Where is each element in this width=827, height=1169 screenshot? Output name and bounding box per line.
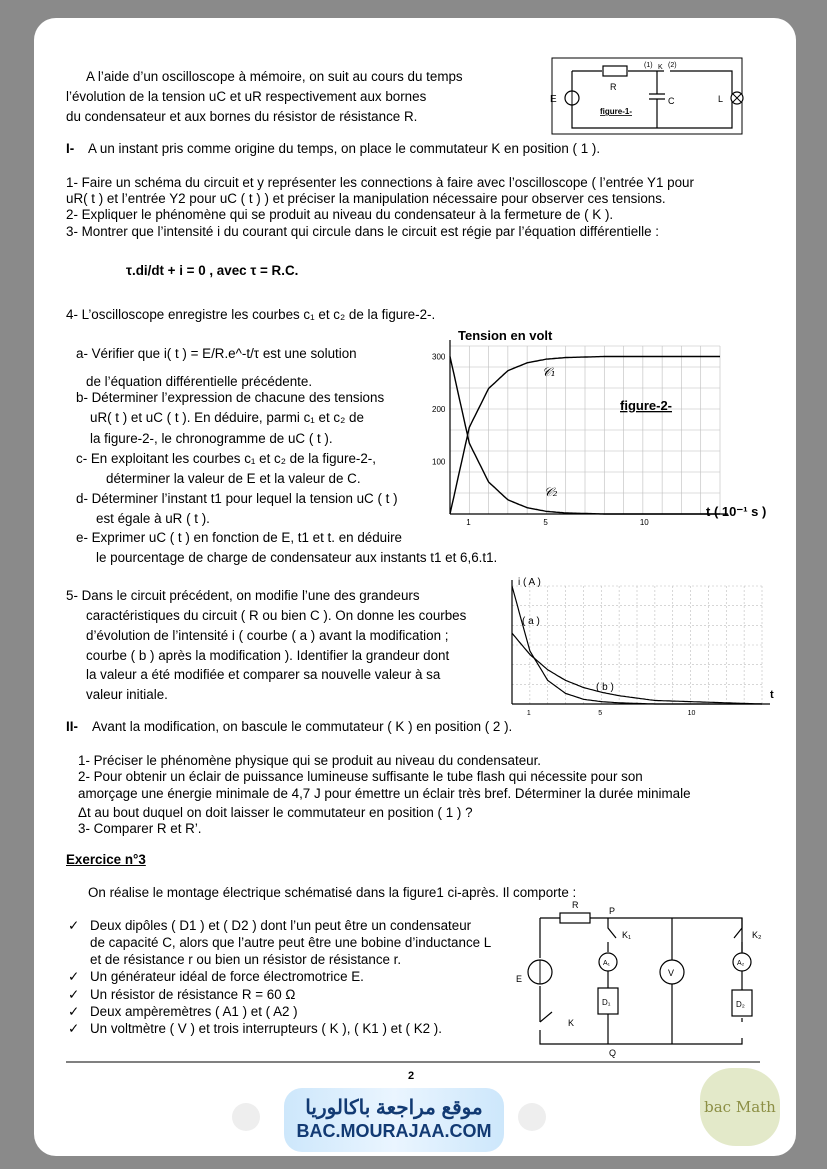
- x-tick-label: 10: [687, 710, 696, 717]
- q1-line-2: uR( t ) et l’entrée Y2 pour uC ( t ) ) et préciser la manipulation nécessaire pour observer ces tensions.: [66, 191, 666, 206]
- svg-text:E: E: [550, 94, 557, 105]
- part1-text: A un instant pris comme origine du temps, on place le commutateur K en position ( 1 ).: [88, 141, 601, 156]
- footer-rule: [66, 1060, 760, 1064]
- site-url[interactable]: BAC.MOURAJAA.COM: [296, 1121, 492, 1141]
- q5-line-6: valeur initiale.: [86, 687, 168, 702]
- part2-text: Avant la modification, on bascule le commutateur ( K ) en position ( 2 ).: [92, 719, 513, 734]
- p2-q2-line-3: Δt au bout duquel on doit laisser le commutateur en position ( 1 ) ?: [78, 805, 473, 820]
- item-5: Un voltmètre ( V ) et trois interrupteurs ( K ), ( K1 ) et ( K2 ).: [90, 1021, 442, 1036]
- bac-math-logo: bac Math: [700, 1068, 780, 1146]
- item-1-line-3: et de résistance r ou bien un résistor de résistance r.: [90, 952, 402, 967]
- right-logo-icon: [518, 1103, 546, 1131]
- q4a-line-2: de l’équation différentielle précédente.: [86, 374, 313, 389]
- svg-text:D₂: D₂: [736, 1000, 745, 1009]
- q3: 3- Montrer que l’intensité i du courant qui circule dans le circuit est régie par l’équation différentielle :: [66, 224, 659, 239]
- q1-line-1: 1- Faire un schéma du circuit et y représenter les connections à faire avec l’oscilloscope ( l’entrée Y1 pour: [66, 175, 694, 190]
- check-icon: ✓: [68, 987, 80, 1002]
- q4: 4- L’oscilloscope enregistre les courbes c₁ et c₂ de la figure-2-.: [66, 307, 436, 322]
- svg-text:K: K: [568, 1018, 575, 1028]
- x-tick-label: 1: [526, 710, 531, 717]
- part1-head: I-: [66, 141, 75, 156]
- p2-q2-line-1: 2- Pour obtenir un éclair de puissance lumineuse suffisante le tube flash qui nécessite pour son: [78, 769, 643, 784]
- item-1-line-2: de capacité C, alors que l’autre peut être une bobine d’inductance L: [90, 935, 492, 950]
- x-tick-label: 5: [598, 710, 603, 717]
- left-logo-icon: [232, 1103, 260, 1131]
- exercise-3-intro: On réalise le montage électrique schématisé dans la figure1 ci-après. Il comporte :: [88, 885, 577, 900]
- q5-line-3: d’évolution de l’intensité i ( courbe ( a ) avant la modification ;: [86, 628, 449, 643]
- svg-text:A₂: A₂: [737, 960, 745, 967]
- q4c-line-1: c- En exploitant les courbes c₁ et c₂ de la figure-2-,: [76, 451, 376, 466]
- figure-2-chart: [426, 326, 776, 542]
- check-icon: ✓: [68, 969, 80, 984]
- y-tick-label: 200: [432, 405, 446, 414]
- svg-text:(1): (1): [644, 62, 653, 69]
- x-tick-label: 5: [543, 518, 548, 527]
- item-4: Deux ampèremètres ( A1 ) et ( A2 ): [90, 1004, 298, 1019]
- chart1-xlabel: t ( 10⁻¹ s ): [706, 504, 767, 519]
- chart2-xlabel: t: [770, 689, 774, 701]
- svg-text:Q: Q: [609, 1048, 617, 1058]
- chart1-label-c2: 𝒞₂: [544, 485, 558, 499]
- svg-text:P: P: [609, 906, 616, 916]
- circuit-figure-1: [552, 58, 742, 134]
- svg-text:V: V: [668, 968, 675, 978]
- chart2-label-a: ( a ): [522, 616, 540, 627]
- q4e-line-2: le pourcentage de charge de condensateur aux instants t1 et 6,6.t1.: [96, 550, 498, 565]
- q4b-line-2: uR( t ) et uC ( t ). En déduire, parmi c₁ et c₂ de: [90, 410, 364, 425]
- svg-text:A₁: A₁: [603, 960, 611, 967]
- circuit-figure-exercise-3: [512, 898, 776, 1058]
- item-3: Un résistor de résistance R = 60 Ω: [90, 987, 296, 1002]
- q4b-line-3: la figure-2-, le chronogramme de uC ( t ).: [90, 431, 333, 446]
- svg-text:R: R: [572, 900, 579, 910]
- svg-text:E: E: [516, 974, 523, 984]
- page-number: 2: [408, 1070, 415, 1082]
- q4c-line-2: déterminer la valeur de E et la valeur de C.: [106, 471, 361, 486]
- q5-line-1: 5- Dans le circuit précédent, on modifie l’une des grandeurs: [66, 588, 420, 603]
- item-2: Un générateur idéal de force électromotrice E.: [90, 969, 364, 984]
- chart2-ylabel: i ( A ): [518, 577, 541, 588]
- site-name-arabic: موقع مراجعة باكالوريا: [305, 1097, 483, 1119]
- p2-q2-line-2: amorçage une énergie minimale de 4,7 J pour émettre un éclair très bref. Déterminer la durée minimale: [78, 786, 691, 801]
- item-1-line-1: Deux dipôles ( D1 ) et ( D2 ) dont l’un peut être un condensateur: [90, 918, 472, 933]
- svg-text:K₂: K₂: [752, 930, 762, 940]
- check-icon: ✓: [68, 1021, 80, 1036]
- intro-line-1: A l’aide d’un oscilloscope à mémoire, on suit au cours du temps: [86, 69, 463, 84]
- q5-line-2: caractéristiques du circuit ( R ou bien C ). On donne les courbes: [86, 608, 467, 623]
- svg-text:R: R: [610, 82, 617, 92]
- chart1-label-c1: 𝒞₁: [542, 365, 556, 379]
- site-banner[interactable]: [284, 1088, 504, 1152]
- x-tick-label: 10: [639, 518, 649, 527]
- q2: 2- Expliquer le phénomène qui se produit au niveau du condensateur à la fermeture de ( K ).: [66, 207, 614, 222]
- q4a-line-1: a- Vérifier que i( t ) = E/R.e^-t/τ est une solution: [76, 346, 357, 361]
- y-tick-label: 300: [432, 352, 446, 362]
- differential-equation: τ.di/dt + i = 0 , avec τ = R.C.: [126, 263, 299, 278]
- svg-text:K₁: K₁: [622, 930, 632, 940]
- q4e-line-1: e- Exprimer uC ( t ) en fonction de E, t1 et t. en déduire: [76, 530, 402, 545]
- svg-text:figure-1-: figure-1-: [600, 107, 632, 116]
- q5-line-5: la valeur a été modifiée et comparer sa nouvelle valeur à sa: [86, 667, 441, 682]
- x-tick-label: 1: [466, 518, 471, 527]
- chart1-caption: figure-2-: [620, 398, 672, 413]
- check-icon: ✓: [68, 918, 80, 933]
- svg-text:C: C: [668, 96, 675, 106]
- q4d-line-2: est égale à uR ( t ).: [96, 511, 210, 526]
- chart1-title: Tension en volt: [458, 328, 553, 343]
- q5-line-4: courbe ( b ) après la modification ). Identifier la grandeur dont: [86, 648, 450, 663]
- part2-head: II-: [66, 719, 78, 734]
- current-chart: [502, 572, 778, 720]
- q4d-line-1: d- Déterminer l’instant t1 pour lequel la tension uC ( t ): [76, 491, 398, 506]
- svg-text:(2): (2): [668, 62, 677, 69]
- intro-line-2: l’évolution de la tension uC et uR respectivement aux bornes: [66, 89, 427, 104]
- p2-q3: 3- Comparer R et R’.: [78, 821, 202, 836]
- chart2-label-b: ( b ): [596, 682, 614, 693]
- exercise-3-title: Exercice n°3: [66, 852, 146, 867]
- svg-text:K: K: [658, 64, 663, 71]
- intro-line-3: du condensateur et aux bornes du résistor de résistance R.: [66, 109, 418, 124]
- y-tick-label: 100: [432, 457, 446, 467]
- q4b-line-1: b- Déterminer l’expression de chacune des tensions: [76, 390, 385, 405]
- svg-text:L: L: [718, 94, 724, 104]
- p2-q1: 1- Préciser le phénomène physique qui se produit au niveau du condensateur.: [78, 753, 542, 768]
- svg-text:D₁: D₁: [602, 998, 611, 1007]
- check-icon: ✓: [68, 1004, 80, 1019]
